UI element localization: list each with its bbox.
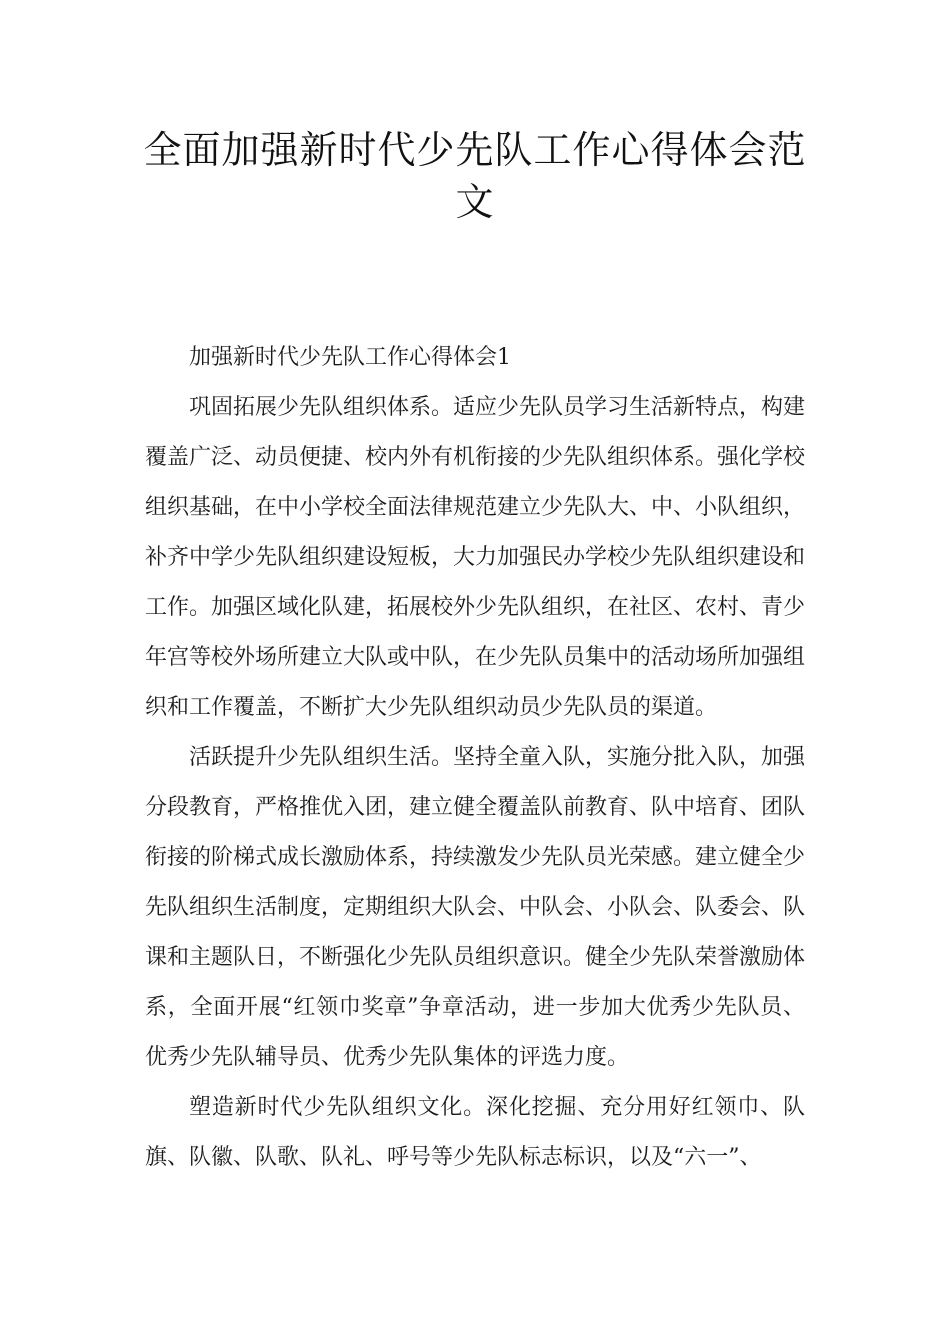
document-body — [145, 333, 805, 1183]
paragraph-organization-life: 活跃提升少先队组织生活。坚持全童入队，实施分批入队，加强分段教育，严格推优入团，建立健全覆盖队前教育、队中培育、团队衔接的阶梯式成长激励体系，持续激发少先队员光荣感。建立健全少先队组织生活制度，定期组织大队会、中队会、小队会、队委会、队课和主题队日，不断强化少先队员组织意识。健全少先队荣誉激励体系，全面开展“红领巾奖章”争章活动，进一步加大优秀少先队员、优秀少先队辅导员、优秀少先队集体的评选力度。 — [145, 745, 806, 1070]
paragraph-organization-system: 巩固拓展少先队组织体系。适应少先队员学习生活新特点，构建覆盖广泛、动员便捷、校内外有机衔接的少先队组织体系。强化学校组织基础，在中小学校全面法律规范建立少先队大、中、小队组织，补齐中学少先队组织建设短板，大力加强民办学校少先队组织建设和工作。加强区域化队建，拓展校外少先队组织，在社区、农村、青少年宫等校外场所建立大队或中队，在少先队员集中的活动场所加强组织和工作覆盖，不断扩大少先队组织动员少先队员的渠道。 — [145, 395, 806, 720]
paragraph-organization-culture: 塑造新时代少先队组织文化。深化挖掘、充分用好红领巾、队旗、队徽、队歌、队礼、呼号等少先队标志标识，以及“六一”、 — [145, 1095, 805, 1170]
section-heading: 加强新时代少先队工作心得体会1 — [189, 345, 511, 370]
document-title: 全面加强新时代少先队工作心得体会范文 — [143, 128, 807, 224]
